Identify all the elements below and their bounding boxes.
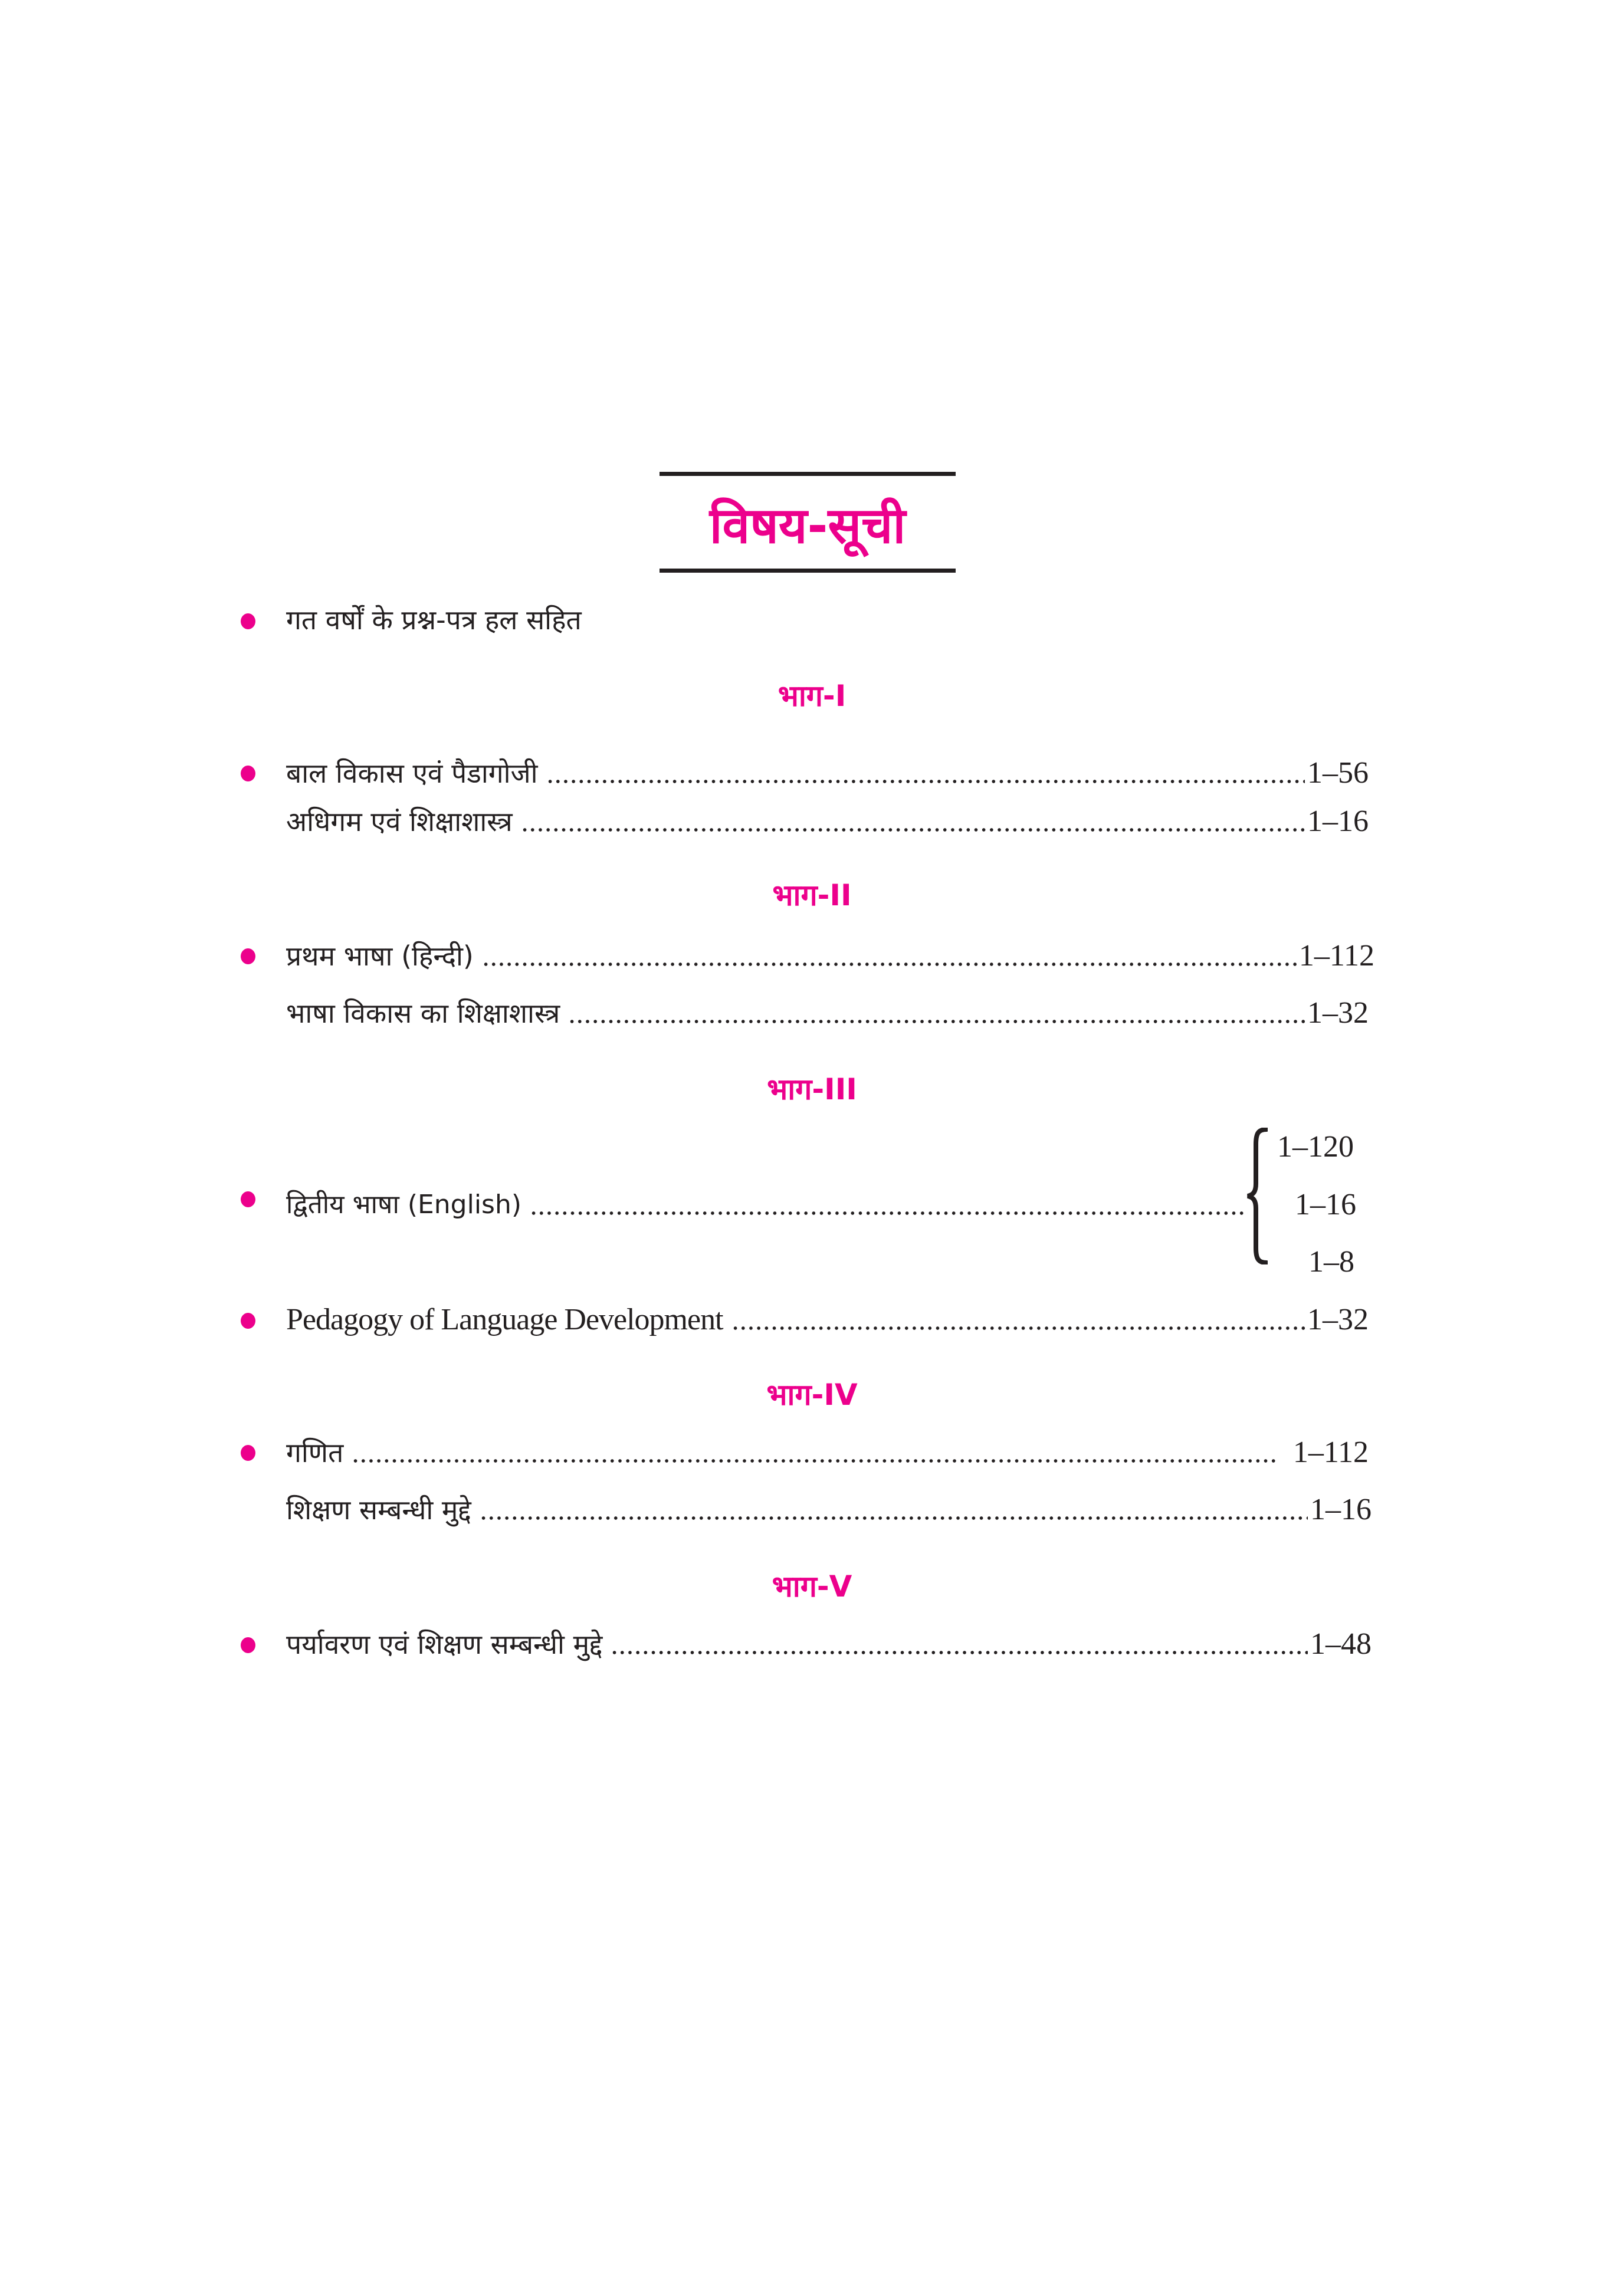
section-heading-4: भाग-IV bbox=[766, 1378, 858, 1412]
toc-entry-environment-teaching-issues[interactable] bbox=[286, 1624, 1372, 1665]
toc-entry-teaching-issues[interactable] bbox=[286, 1489, 1372, 1530]
page-range-part-2: 1–16 bbox=[1295, 1188, 1356, 1221]
section-heading-2: भाग-II bbox=[772, 878, 852, 912]
toc-entry-pages: 1–48 bbox=[1310, 1627, 1372, 1661]
dot-leader bbox=[568, 993, 1305, 1034]
toc-entry-child-development[interactable] bbox=[286, 753, 1369, 794]
page-title: विषय-सूची bbox=[709, 497, 906, 554]
bullet-icon bbox=[241, 948, 255, 964]
bullet-icon bbox=[241, 766, 255, 781]
toc-entry-pages: 1–16 bbox=[1310, 1493, 1372, 1526]
bullet-icon bbox=[241, 613, 255, 629]
dot-leader bbox=[611, 1624, 1308, 1665]
toc-entry-label: प्रथम भाषा (हिन्दी) bbox=[286, 940, 474, 972]
bullet-icon bbox=[241, 1637, 255, 1653]
dot-leader bbox=[352, 1432, 1277, 1473]
section-heading-5: भाग-V bbox=[772, 1569, 852, 1604]
toc-entry-label: बाल विकास एवं पैडागोजी bbox=[286, 757, 538, 789]
toc-entry-pages: 1–112 bbox=[1298, 939, 1374, 973]
toc-entry-label: गणित bbox=[286, 1437, 344, 1469]
dot-leader bbox=[731, 1299, 1305, 1341]
dot-leader bbox=[530, 1184, 1248, 1226]
toc-entry-label: भाषा विकास का शिक्षाशास्त्र bbox=[286, 997, 560, 1029]
dot-leader bbox=[482, 935, 1297, 977]
intro-item-label: गत वर्षों के प्रश्न-पत्र हल सहित bbox=[286, 604, 582, 636]
intro-item bbox=[286, 599, 876, 640]
toc-entry-label: द्वितीय भाषा (English) bbox=[286, 1190, 522, 1220]
bullet-icon bbox=[241, 1445, 255, 1461]
toc-entry-second-language-english[interactable] bbox=[286, 1184, 1248, 1226]
section-heading-3: भाग-III bbox=[767, 1072, 857, 1106]
toc-entry-label: Pedagogy of Language Development bbox=[286, 1303, 723, 1336]
toc-entry-pages: 1–32 bbox=[1307, 996, 1369, 1030]
toc-entry-label: पर्यावरण एवं शिक्षण सम्बन्धी मुद्दे bbox=[286, 1628, 603, 1660]
toc-entry-language-development-pedagogy[interactable] bbox=[286, 993, 1369, 1034]
title-rule-top bbox=[660, 472, 956, 476]
toc-entry-pages: 1–112 bbox=[1292, 1436, 1369, 1469]
toc-entry-label: शिक्षण सम्बन्धी मुद्दे bbox=[286, 1494, 471, 1526]
toc-entry-mathematics[interactable] bbox=[286, 1432, 1369, 1473]
dot-leader bbox=[521, 801, 1305, 842]
toc-entry-pedagogy-language-development[interactable] bbox=[286, 1299, 1369, 1341]
toc-entry-learning-pedagogy[interactable] bbox=[286, 801, 1369, 842]
toc-entry-pages: 1–16 bbox=[1307, 804, 1369, 838]
page-range-part-1: 1–120 bbox=[1277, 1130, 1354, 1164]
curly-brace-icon bbox=[1246, 1128, 1268, 1264]
bullet-icon bbox=[241, 1313, 255, 1329]
toc-entry-first-language-hindi[interactable] bbox=[286, 935, 1374, 977]
toc-entry-pages: 1–32 bbox=[1307, 1303, 1369, 1336]
bullet-icon bbox=[241, 1191, 255, 1207]
title-rule-bottom bbox=[660, 569, 956, 573]
dot-leader bbox=[546, 753, 1305, 794]
section-heading-1: भाग-I bbox=[777, 679, 847, 713]
page-range-part-3: 1–8 bbox=[1308, 1245, 1354, 1279]
toc-entry-label: अधिगम एवं शिक्षाशास्त्र bbox=[286, 806, 513, 837]
toc-entry-pages: 1–56 bbox=[1307, 756, 1369, 790]
dot-leader bbox=[480, 1489, 1308, 1530]
